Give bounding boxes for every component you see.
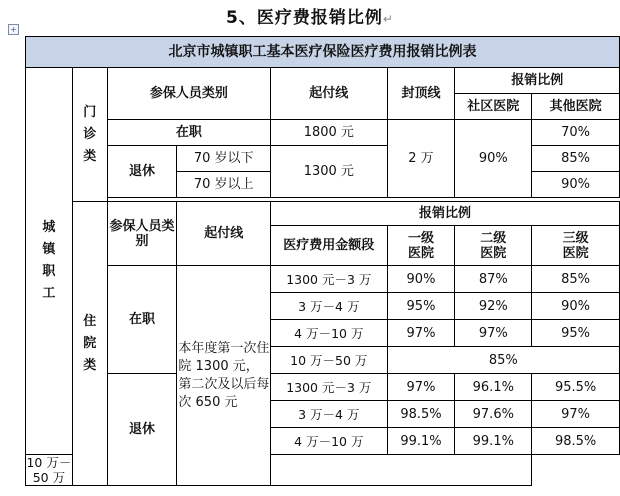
- op-cap-value: 2 万: [387, 120, 455, 198]
- group-label-text: 城镇职工: [42, 220, 56, 301]
- ip-header-ratio: 报销比例: [271, 202, 620, 226]
- ip-retired-range-3: 4 万－10 万: [271, 428, 388, 455]
- ip-retired-l1-3: 99.1%: [387, 428, 455, 455]
- ip-header-level2: [455, 226, 532, 266]
- op-retired-deductible: 1300 元: [271, 146, 388, 198]
- table-caption: 北京市城镇职工基本医疗保险医疗费用报销比例表: [26, 37, 620, 68]
- op-under70-label: 70 岁以下: [177, 146, 271, 172]
- section-outpatient: [72, 68, 107, 202]
- ip-header-deductible: 起付线: [177, 202, 271, 266]
- ip-retired-l2-3: 99.1%: [455, 428, 532, 455]
- group-label-urban-employee: [26, 68, 73, 455]
- op-header-ratio: 报销比例: [455, 68, 620, 94]
- op-over70-label: 70 岁以上: [177, 172, 271, 198]
- page-heading-text: 5、医疗费报销比例: [226, 8, 383, 28]
- ip-employed-l3-3: 95%: [532, 320, 620, 347]
- ip-employed-l2-3: 97%: [455, 320, 532, 347]
- ip-header-category: 参保人员类别: [107, 202, 177, 266]
- ip-employed-l3-2: 90%: [532, 293, 620, 320]
- op-header-other: 其他医院: [532, 94, 620, 120]
- paragraph-mark-icon: ↵: [382, 12, 394, 26]
- ip-retired-range-4: 10 万－50 万: [26, 455, 72, 485]
- ip-retired-l2-2: 97.6%: [455, 401, 532, 428]
- op-retired-label: 退休: [107, 146, 177, 198]
- op-under70-other: 85%: [532, 146, 620, 172]
- op-employed-label: 在职: [107, 120, 270, 146]
- op-header-deductible: 起付线: [271, 68, 388, 120]
- op-employed-other: 70%: [532, 120, 620, 146]
- ip-employed-l1-1: 90%: [387, 266, 455, 293]
- ip-employed-over-all: 85%: [387, 347, 619, 374]
- ip-header-level2-text: 二级医院: [480, 230, 507, 261]
- section-outpatient-text: 门诊类: [83, 104, 97, 164]
- ip-employed-label: 在职: [107, 266, 177, 374]
- ip-employed-range-2: 3 万－4 万: [271, 293, 388, 320]
- ip-employed-l1-2: 95%: [387, 293, 455, 320]
- ip-employed-l3-1: 85%: [532, 266, 620, 293]
- op-header-cap: 封顶线: [387, 68, 455, 120]
- section-inpatient: [72, 202, 107, 486]
- ip-employed-range-4: 10 万－50 万: [271, 347, 388, 374]
- ip-employed-range-1: 1300 元－3 万: [271, 266, 388, 293]
- ip-retired-l3-3: 98.5%: [532, 428, 620, 455]
- ip-header-level3-text: 三级医院: [562, 230, 589, 261]
- ip-header-level1: [387, 226, 455, 266]
- op-header-community: 社区医院: [455, 94, 532, 120]
- ip-employed-l1-3: 97%: [387, 320, 455, 347]
- ip-retired-range-2: 3 万－4 万: [271, 401, 388, 428]
- ip-retired-l1-1: 97%: [387, 374, 455, 401]
- ip-retired-label: 退休: [107, 374, 177, 486]
- ip-retired-range-1: 1300 元－3 万: [271, 374, 388, 401]
- ip-retired-over-all: [271, 455, 532, 486]
- reimbursement-table: [25, 36, 620, 486]
- op-employed-deductible: 1800 元: [271, 120, 388, 146]
- ip-retired-l2-1: 96.1%: [455, 374, 532, 401]
- ip-header-level1-text: 一级医院: [407, 230, 434, 261]
- page-heading: [0, 3, 620, 28]
- op-over70-other: 90%: [532, 172, 620, 198]
- ip-retired-l3-2: 97%: [532, 401, 620, 428]
- ip-deductible-note: 本年度第一次住院 1300 元，第二次及以后每次 650 元: [177, 266, 271, 486]
- ip-retired-l3-1: 95.5%: [532, 374, 620, 401]
- ip-employed-l2-2: 92%: [455, 293, 532, 320]
- ip-header-level3: [532, 226, 620, 266]
- section-inpatient-text: 住院类: [83, 313, 97, 373]
- ip-employed-l2-1: 87%: [455, 266, 532, 293]
- ip-employed-range-3: 4 万－10 万: [271, 320, 388, 347]
- op-community-value: 90%: [455, 120, 532, 198]
- table-move-handle-icon[interactable]: +: [8, 24, 19, 35]
- ip-header-amount: 医疗费用金额段: [271, 226, 388, 266]
- op-header-category: 参保人员类别: [107, 68, 270, 120]
- ip-retired-l1-2: 98.5%: [387, 401, 455, 428]
